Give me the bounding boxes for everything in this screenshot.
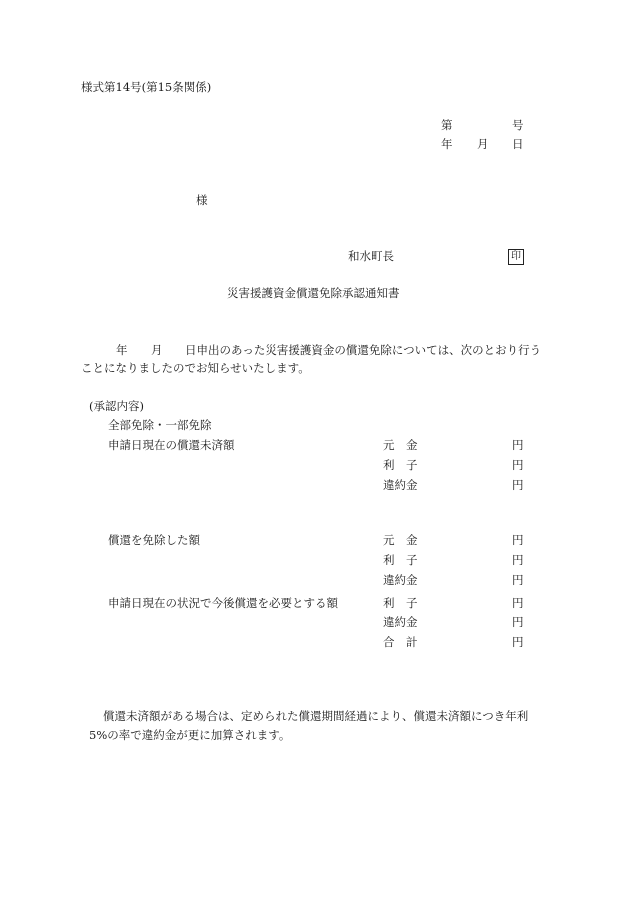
section-3-yen-3: 円 bbox=[512, 635, 524, 649]
ref-dai: 第 bbox=[441, 118, 453, 132]
section-1-item-2: 利 子 bbox=[383, 458, 418, 472]
addressee-suffix: 様 bbox=[196, 193, 208, 207]
ref-nen: 年 bbox=[441, 137, 453, 151]
note-line2: 5%の率で違約金が更に加算されます。 bbox=[89, 728, 291, 742]
section-2-item-3: 違約金 bbox=[383, 573, 418, 587]
body-year: 年 bbox=[116, 343, 128, 357]
section-2-yen-2: 円 bbox=[512, 553, 524, 567]
section-2-yen-1: 円 bbox=[512, 533, 524, 547]
section-2-label: 償還を免除した額 bbox=[108, 533, 200, 547]
section-3-label: 申請日現在の状況で今後償還を必要とする額 bbox=[108, 596, 338, 610]
ref-hi: 日 bbox=[512, 137, 524, 151]
section-2-item-1: 元 金 bbox=[383, 533, 418, 547]
section-3-yen-1: 円 bbox=[512, 596, 524, 610]
section-1-yen-2: 円 bbox=[512, 458, 524, 472]
section-1-yen-1: 円 bbox=[512, 438, 524, 452]
seal-mark: 印 bbox=[508, 249, 524, 265]
section-3-item-2: 違約金 bbox=[383, 615, 418, 629]
section-3-item-1: 利 子 bbox=[383, 596, 418, 610]
form-number: 様式第14号(第15条関係) bbox=[81, 80, 212, 94]
section-2-item-2: 利 子 bbox=[383, 553, 418, 567]
note-line1: 償還未済額がある場合は、定められた償還期間経過により、償還未済額につき年利 bbox=[103, 709, 529, 723]
section-1-label: 申請日現在の償還未済額 bbox=[108, 438, 235, 452]
body-line1: 日申出のあった災害援護資金の償還免除については、次のとおり行う bbox=[185, 343, 542, 357]
section-3-item-3: 合 計 bbox=[383, 635, 418, 649]
document-title: 災害援護資金償還免除承認通知書 bbox=[227, 286, 400, 300]
ref-go: 号 bbox=[512, 118, 524, 132]
approval-heading: (承認内容) bbox=[89, 399, 144, 413]
seal-box bbox=[508, 249, 524, 265]
section-3-yen-2: 円 bbox=[512, 615, 524, 629]
section-1-yen-3: 円 bbox=[512, 478, 524, 492]
section-2-yen-3: 円 bbox=[512, 573, 524, 587]
section-1-item-3: 違約金 bbox=[383, 478, 418, 492]
issuer-name: 和水町長 bbox=[348, 249, 394, 263]
exemption-type: 全部免除・一部免除 bbox=[108, 418, 212, 432]
section-1-item-1: 元 金 bbox=[383, 438, 418, 452]
body-month: 月 bbox=[151, 343, 163, 357]
body-line2: ことになりましたのでお知らせいたします。 bbox=[81, 361, 310, 375]
ref-tsuki: 月 bbox=[477, 137, 489, 151]
